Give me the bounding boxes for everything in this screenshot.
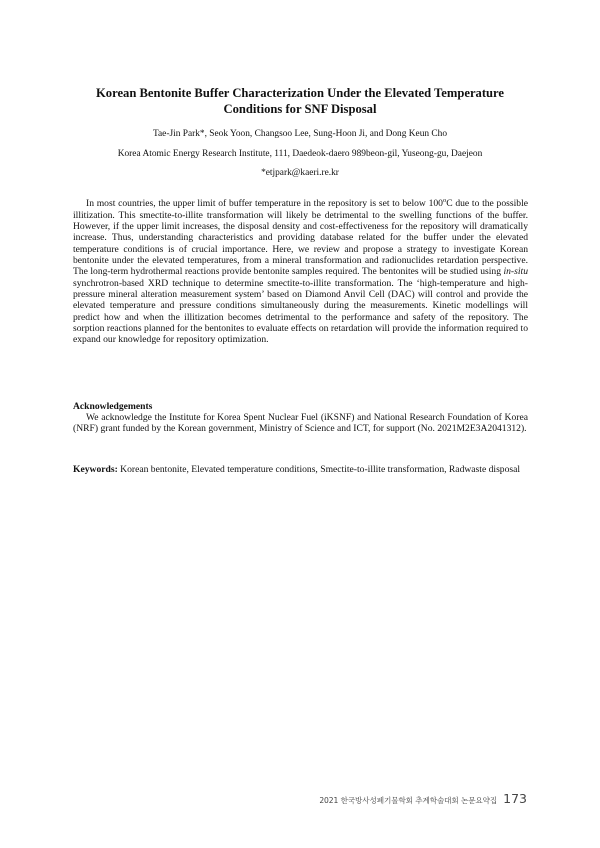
keywords-section	[73, 464, 528, 475]
acknowledgements-heading: Acknowledgements	[73, 401, 153, 412]
title-line-2: Conditions for SNF Disposal	[223, 101, 377, 116]
abstract-text-b: C due to the possible illitization. This smectite-to-illite transformation will likely be detrimental to the swelling functions of the buffer. However, if the upper limit increases, the disposal density and cost-effectiveness for the repository will dramatically increase. Thus, understanding characteristics and providing database related for the buffer under the elevated temperature conditions is of crucial importance. Here, we review and propose a strategy to investigate Korean bentonite under the elevated temperatures, from a mineral transformation and radionuclides retardation perspective. The long-term hydrothermal reactions provide bentonite samples required. The bentonites will be studied using	[73, 198, 528, 278]
page-footer	[319, 788, 527, 807]
keywords-label: Keywords:	[73, 464, 118, 475]
title-line-1: Korean Bentonite Buffer Characterization Under the Elevated Temperature	[96, 86, 504, 100]
degree-superscript: o	[442, 197, 447, 204]
corresponding-email: *etjpark@kaeri.re.kr	[261, 168, 339, 178]
acknowledgements-body: We acknowledge the Institute for Korea Spent Nuclear Fuel (iKSNF) and National Research Foundation of Korea (NRF) grant funded by the Korean government, Ministry of Science and ICT, for support (No. 2021M2E3A2041312).	[73, 412, 528, 435]
abstract-text-c: synchrotron-based XRD technique to determine smectite-to-illite transformation. The ‘high-temperature and high-pressure mineral alteration measurement system’ based on Diamond Anvil Cell (DAC) will control and provide the elevated temperature and pressure conditions simultaneously during the measurements. Kinetic modellings will predict how and when the illitization becomes detrimental to the performance and safety of the repository. The sorption reactions planned for the bentonites to evaluate effects on retardation will provide the information required to expand our knowledge for repository optimization.	[73, 277, 528, 346]
page-number: 173	[503, 791, 527, 806]
paper-title	[60, 86, 540, 117]
abstract-italic-term: in-situ	[503, 266, 528, 278]
keywords-text: Korean bentonite, Elevated temperature conditions, Smectite-to-illite transformation, Radwaste disposal	[117, 464, 521, 475]
abstract-paragraph	[73, 195, 528, 346]
footer-proceedings-title: 2021 한국방사성폐기물학회 추계학술대회 논문요약집	[319, 796, 498, 805]
abstract-text-a: In most countries, the upper limit of buffer temperature in the repository is set to below 100	[86, 198, 443, 210]
author-list: Tae-Jin Park*, Seok Yoon, Changsoo Lee, Sung-Hoon Ji, and Dong Keun Cho	[152, 129, 448, 139]
affiliation: Korea Atomic Energy Research Institute, 111, Daedeok-daero 989beon-gil, Yuseong-gu, Daejeon	[117, 149, 483, 159]
